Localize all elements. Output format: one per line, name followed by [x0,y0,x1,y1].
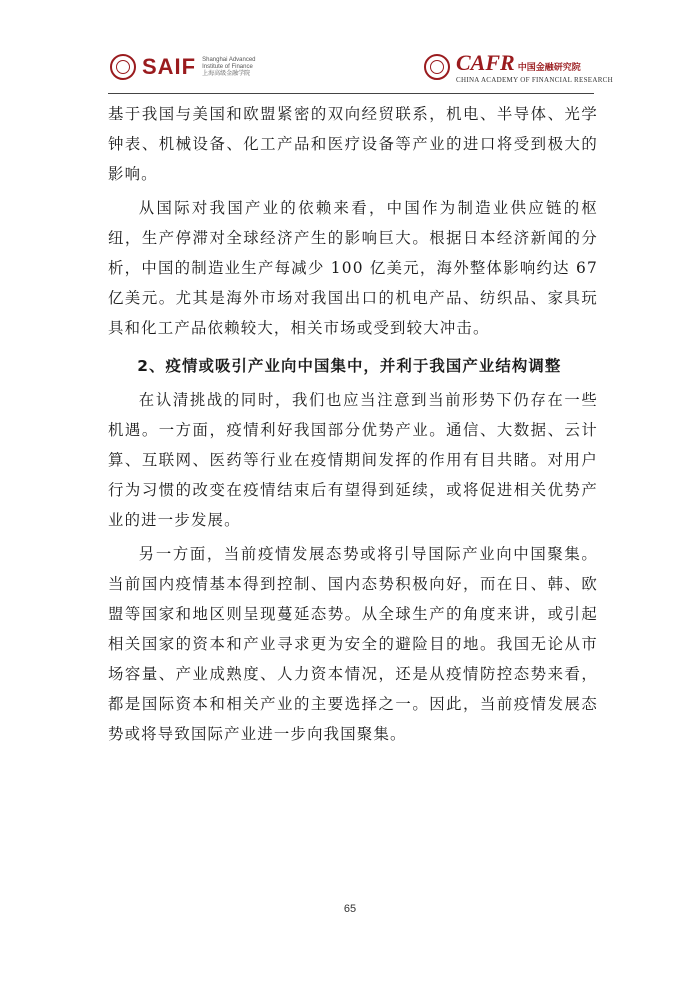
cafr-logo-name: CAFR [456,50,515,75]
page-header [0,0,700,96]
cafr-logo-english: CHINA ACADEMY OF FINANCIAL RESEARCH [456,76,613,84]
page-number: 65 [343,903,357,915]
paragraph-1: 基于我国与美国和欧盟紧密的双向经贸联系，机电、半导体、光学钟表、机械设备、化工产品和医疗设备等产业的进口将受到极大的影响。 [108,105,598,183]
cafr-seal-icon [424,54,450,80]
cafr-logo-chinese: 中国金融研究院 [517,63,581,73]
page-body [108,99,598,753]
cafr-logo [424,52,613,82]
header-divider [108,93,594,94]
saif-logo-subtitle: Shanghai Advanced Institute of Finance 上海高级金融学院 [202,56,256,77]
paragraph-3: 在认清挑战的同时，我们也应当注意到当前形势下仍存在一些机遇。一方面，疫情利好我国部分优势产业。通信、大数据、云计算、互联网、医药等行业在疫情期间发挥的作用有目共睹。对用户行为习惯的改变在疫情结束后有望得到延续，或将促进相关优势产业的进一步发展。 [108,391,598,529]
saif-logo-name: SAIF [142,54,197,79]
paragraph-4: 另一方面，当前疫情发展态势或将引导国际产业向中国聚集。当前国内疫情基本得到控制、国内态势积极向好，而在日、韩、欧盟等国家和地区则呈现蔓延态势。从全球生产的角度来讲，或引起相关国家的资本和产业寻求更为安全的避险目的地。我国无论从市场容量、产业成熟度、人力资本情况，还是从疫情防控态势来看，都是国际资本和相关产业的主要选择之一。因此，当前疫情发展态势或将导致国际产业进一步向我国聚集。 [108,545,598,743]
paragraph-2: 从国际对我国产业的依赖来看，中国作为制造业供应链的枢纽，生产停滞对全球经济产生的影响巨大。根据日本经济新闻的分析，中国的制造业生产每减少 100 亿美元，海外整体影响约达 67 亿美元。尤其是海外市场对我国出口的机电产品、纺织品、家具玩具和化工产品依赖较大，相关市场或受到较大冲击。 [108,199,598,337]
section-heading: 2、疫情或吸引产业向中国集中，并利于我国产业结构调整 [137,357,562,375]
saif-logo [110,52,258,82]
saif-seal-icon [110,54,136,80]
